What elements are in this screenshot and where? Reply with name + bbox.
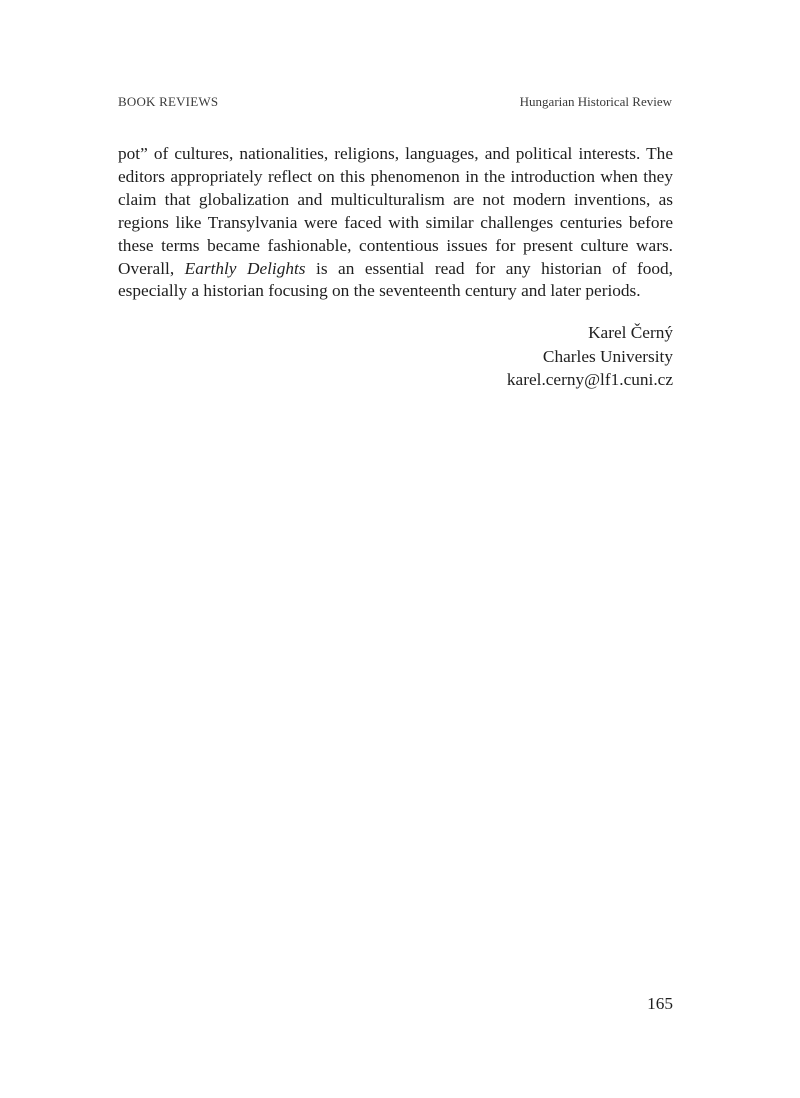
review-paragraph [118, 143, 673, 303]
reviewer-name: Karel Černý [588, 323, 673, 342]
paragraph-text-end: is an essential read for any historian of food, especially a historian focusing on the seventeenth century and later periods. [118, 258, 673, 301]
journal-title: Hungarian Historical Review [519, 94, 672, 109]
reviewer-email[interactable]: karel.cerny@lf1.cuni.cz [506, 370, 673, 389]
reviewer-affiliation: Charles University [542, 346, 673, 366]
section-label: BOOK REVIEWS [118, 94, 219, 109]
book-title-italic: Earthly Delights [184, 258, 306, 278]
paragraph-text-start: pot” of cultures, nationalities, religions, languages, and political interests. The editors appropriately reflect on this phenomenon in the introduction when they claim that globalization and multiculturalism are not modern inventions, as regions like Transylvania were faced with similar challenges centuries before these terms became fashionable, contentious issues for present culture wars. Overall, [118, 144, 673, 278]
reviewer-signature [507, 321, 673, 392]
page-number: 165 [647, 994, 673, 1013]
running-header [118, 94, 672, 112]
